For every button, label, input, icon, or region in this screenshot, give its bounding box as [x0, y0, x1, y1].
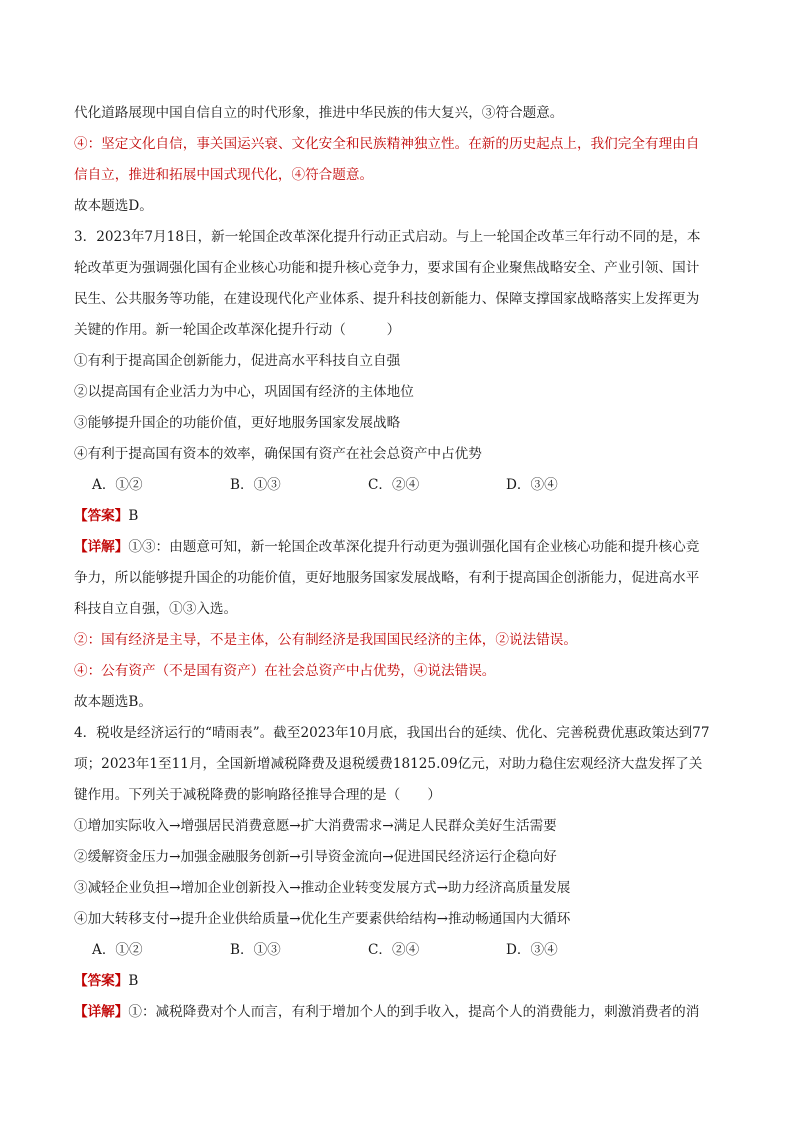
question-3-stem: 3．2023年7月18日，新一轮国企改革深化提升行动正式启动。与上一轮国企改革三年行动不同的是，本 — [74, 229, 701, 245]
question-4-stem: 键作用。下列关于减税降费的影响路径推导合理的是（ ） — [74, 787, 442, 803]
answer-value: B — [128, 508, 139, 524]
detail-tag: 【详解】 — [74, 539, 129, 555]
question-3-stem: 民生、公共服务等功能，在建设现代化产业体系、提升科技创新能力、保障支撑国家战略落实上发挥更为 — [74, 291, 700, 307]
text-line: 故本题选D。 — [74, 198, 153, 214]
option-c: C．②④ — [368, 942, 420, 958]
text-line: 信自立，推进和拓展中国式现代化，④符合题意。 — [74, 167, 374, 183]
statement: ③能够提升国企的功能价值，更好地服务国家发展战略 — [74, 415, 401, 431]
detail-line: 故本题选B。 — [74, 694, 152, 710]
statement: ①增加实际收入→增强居民消费意愿→扩大消费需求→满足人民群众美好生活需要 — [74, 818, 557, 834]
option-a: A．①② — [92, 942, 143, 958]
statement: ②缓解资金压力→加强金融服务创新→引导资金流向→促进国民经济运行企稳向好 — [74, 849, 557, 865]
question-3-stem: 关键的作用。新一轮国企改革深化提升行动（ ） — [74, 322, 401, 338]
question-3-options — [74, 470, 724, 501]
answer-value: B — [128, 973, 139, 989]
answer-tag: 【答案】 — [74, 973, 129, 989]
detail-line: 争力，所以能够提升国企的功能价值，更好地服务国家发展战略，有利于提高国企创浙能力，促进高水平 — [74, 570, 700, 586]
option-d: D．③④ — [506, 477, 558, 493]
option-b: B．①③ — [230, 477, 281, 493]
detail-line: ②：国有经济是主导，不是主体，公有制经济是我国国民经济的主体，②说法错误。 — [74, 632, 577, 648]
question-4-options — [74, 935, 724, 966]
detail-line: ④：公有资产（不是国有资产）在社会总资产中占优势，④说法错误。 — [74, 663, 496, 679]
option-b: B．①③ — [230, 942, 281, 958]
option-c: C．②④ — [368, 477, 420, 493]
question-4-stem: 4．税收是经济运行的“晴雨表”。截至2023年10月底，我国出台的延续、优化、完善税费优惠政策达到77 — [74, 725, 710, 741]
detail-text: ①③：由题意可知，新一轮国企改革深化提升行动更为强训强化国有企业核心功能和提升核心竞 — [128, 539, 700, 555]
text-line: 代化道路展现中国自信自立的时代形象，推进中华民族的伟大复兴，③符合题意。 — [74, 105, 564, 121]
statement: ①有利于提高国企创新能力，促进高水平科技自立自强 — [74, 353, 401, 369]
option-d: D．③④ — [506, 942, 558, 958]
document-page — [74, 98, 724, 1028]
question-3-stem: 轮改革更为强调强化国有企业核心功能和提升核心竞争力，要求国有企业聚焦战略安全、产业引领、国计 — [74, 260, 700, 276]
answer-line — [74, 501, 724, 532]
question-4-stem: 项；2023年1至11月，全国新增减税降费及退税缓费18125.09亿元，对助力稳住宏观经济大盘发挥了关 — [74, 756, 703, 772]
detail-line: 科技自立自强，①③入选。 — [74, 601, 238, 617]
text-line: ④：坚定文化自信，事关国运兴衰、文化安全和民族精神独立性。在新的历史起点上，我们完全有理由自 — [74, 136, 700, 152]
detail-text: ①：减税降费对个人而言，有利于增加个人的到手收入，提高个人的消费能力，刺激消费者的消 — [128, 1004, 700, 1020]
detail-line — [74, 532, 724, 563]
statement: ④有利于提高国有资本的效率，确保国有资产在社会总资产中占优势 — [74, 446, 482, 462]
answer-tag: 【答案】 — [74, 508, 129, 524]
statement: ④加大转移支付→提升企业供给质量→优化生产要素供给结构→推动畅通国内大循环 — [74, 911, 571, 927]
option-a: A．①② — [92, 477, 143, 493]
answer-line — [74, 966, 724, 997]
detail-line — [74, 997, 724, 1028]
detail-tag: 【详解】 — [74, 1004, 129, 1020]
statement: ③减轻企业负担→增加企业创新投入→推动企业转变发展方式→助力经济高质量发展 — [74, 880, 571, 896]
statement: ②以提高国有企业活力为中心，巩固国有经济的主体地位 — [74, 384, 414, 400]
